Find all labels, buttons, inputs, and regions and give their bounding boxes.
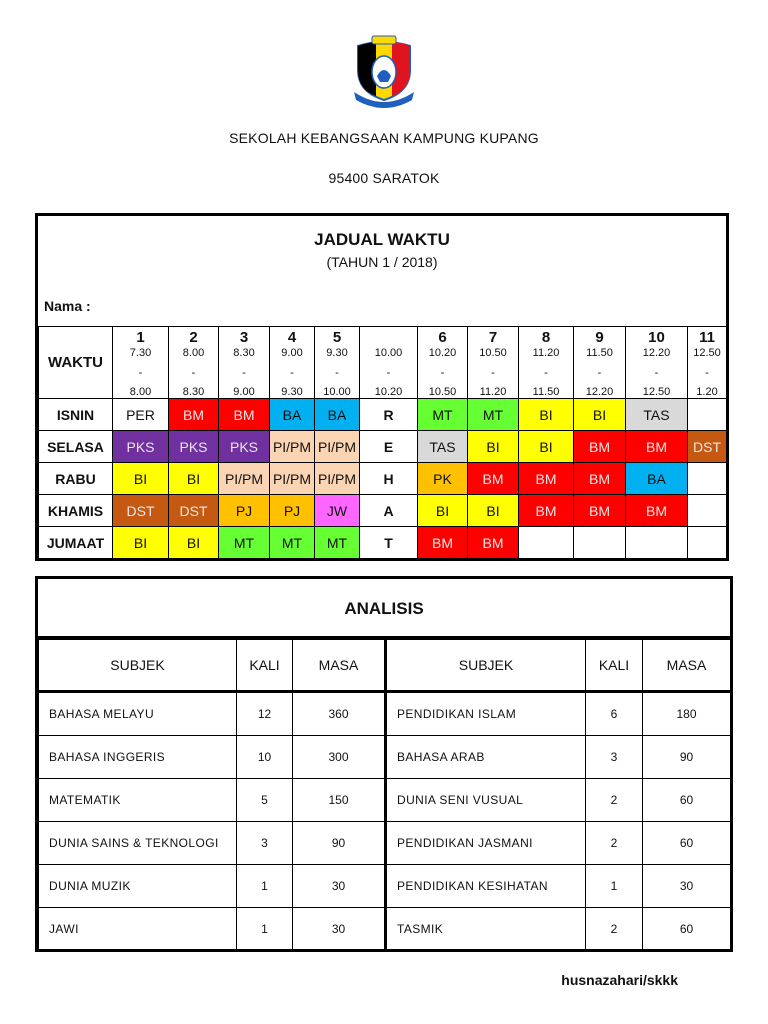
period-time-start: 10.00 [374,347,403,359]
lesson-cell: PI/PM [315,463,360,495]
period-time [574,347,626,399]
lesson-cell: MT [219,527,270,559]
day-row-isnin [39,399,727,431]
period-time-end: 10.20 [374,386,403,398]
period-time-sep: - [335,366,339,379]
lesson-cell: BM [519,463,574,495]
lesson-cell: TAS [626,399,688,431]
rehat-cell: T [360,527,418,559]
period-time-sep: - [440,366,445,379]
subjek-header: SUBJEK [386,640,586,692]
period-number: 1 [113,327,169,348]
lesson-cell: PI/PM [270,431,315,463]
period-time-start: 11.50 [586,347,613,359]
lesson-cell: BA [626,463,688,495]
period-time [360,347,418,399]
lesson-cell: BI [519,399,574,431]
period-number: 11 [688,327,727,348]
lesson-cell: PKS [113,431,169,463]
kali-value: 1 [237,908,293,951]
masa-value: 60 [643,822,731,865]
timetable-subtitle: (TAHUN 1 / 2018) [326,254,438,270]
subject-name: PENDIDIKAN JASMANI [386,822,586,865]
lesson-cell: BI [468,431,519,463]
lesson-cell: TAS [418,431,468,463]
day-row-khamis [39,495,727,527]
period-time-start: 12.50 [693,347,721,359]
subject-name: DUNIA SENI VUSUAL [386,779,586,822]
lesson-cell: DST [113,495,169,527]
lesson-cell: MT [270,527,315,559]
analysis-row [39,822,731,865]
timetable-title: JADUAL WAKTU [314,230,450,249]
lesson-cell: PI/PM [219,463,270,495]
period-time-end: 1.20 [696,386,718,398]
school-address: 95400 SARATOK [328,170,440,186]
period-time-start: 8.00 [182,347,205,359]
day-label: SELASA [39,431,113,463]
analysis-row [39,908,731,951]
lesson-cell: PKS [169,431,219,463]
period-time-start: 9.30 [326,347,348,359]
lesson-cell [574,527,626,559]
school-crest-icon [346,34,422,114]
kali-value: 2 [586,779,643,822]
period-time-start: 7.30 [129,347,152,359]
period-time-end: 12.20 [585,386,614,398]
lesson-cell: BA [270,399,315,431]
lesson-cell: BM [468,527,519,559]
period-time-start: 10.20 [428,347,457,359]
analysis-header-row [39,640,731,692]
period-time-sep: - [654,366,659,379]
day-row-jumaat [39,527,727,559]
masa-value: 30 [293,865,386,908]
lesson-cell: BA [315,399,360,431]
lesson-cell [688,399,727,431]
period-time-end: 8.00 [129,386,152,398]
nama-label: Nama : [44,298,91,314]
period-time-start: 10.50 [479,347,507,359]
analysis-panel [35,576,733,952]
lesson-cell: DST [688,431,727,463]
lesson-cell: PJ [219,495,270,527]
period-time [270,347,315,399]
period-time-end: 8.30 [182,386,205,398]
lesson-cell: BM [626,431,688,463]
period-time [219,347,270,399]
kali-header: KALI [237,640,293,692]
period-number: 4 [270,327,315,348]
lesson-cell: BI [113,463,169,495]
kali-value: 12 [237,692,293,736]
period-number: 3 [219,327,270,348]
lesson-cell [688,463,727,495]
lesson-cell: BI [169,527,219,559]
period-time-sep: - [597,366,602,379]
lesson-cell: PK [418,463,468,495]
lesson-cell: BM [574,463,626,495]
period-time [418,347,468,399]
day-row-selasa [39,431,727,463]
lesson-cell [519,527,574,559]
waktu-label: WAKTU [39,327,113,399]
day-label: ISNIN [39,399,113,431]
period-time-start: 12.20 [642,347,671,359]
period-number: 10 [626,327,688,348]
lesson-cell: PJ [270,495,315,527]
period-time-end: 12.50 [642,386,671,398]
masa-header: MASA [643,640,731,692]
period-time-sep: - [491,366,495,379]
kali-value: 5 [237,779,293,822]
kali-value: 10 [237,736,293,779]
lesson-cell: BM [169,399,219,431]
period-time-end: 11.50 [532,386,560,398]
subject-name: DUNIA MUZIK [39,865,237,908]
lesson-cell: BM [574,431,626,463]
subject-name: MATEMATIK [39,779,237,822]
subject-name: TASMIK [386,908,586,951]
period-time-sep: - [290,366,294,379]
timetable-panel [35,213,729,561]
masa-value: 300 [293,736,386,779]
period-time-sep: - [386,366,391,379]
lesson-cell: BI [113,527,169,559]
lesson-cell: BI [468,495,519,527]
subject-name: BAHASA MELAYU [39,692,237,736]
rehat-cell: R [360,399,418,431]
lesson-cell: JW [315,495,360,527]
analysis-row [39,736,731,779]
period-time-end: 9.00 [233,386,255,398]
period-time-end: 10.00 [323,386,351,398]
period-number-row [39,327,727,348]
lesson-cell: BI [418,495,468,527]
masa-value: 90 [643,736,731,779]
kali-value: 1 [237,865,293,908]
masa-value: 180 [643,692,731,736]
masa-value: 30 [643,865,731,908]
lesson-cell: BM [418,527,468,559]
period-time [315,347,360,399]
period-time-sep: - [191,366,196,379]
lesson-cell: BM [468,463,519,495]
subject-name: DUNIA SAINS & TEKNOLOGI [39,822,237,865]
lesson-cell: PI/PM [270,463,315,495]
lesson-cell: MT [468,399,519,431]
masa-value: 60 [643,908,731,951]
period-time-sep: - [705,366,709,379]
subject-name: PENDIDIKAN KESIHATAN [386,865,586,908]
lesson-cell [688,495,727,527]
lesson-cell: MT [315,527,360,559]
kali-value: 1 [586,865,643,908]
timetable-grid [38,326,727,559]
masa-value: 150 [293,779,386,822]
kali-header: KALI [586,640,643,692]
day-label: RABU [39,463,113,495]
masa-value: 30 [293,908,386,951]
period-time-sep: - [242,366,246,379]
masa-header: MASA [293,640,386,692]
subject-name: BAHASA INGGERIS [39,736,237,779]
lesson-cell: BM [626,495,688,527]
masa-value: 90 [293,822,386,865]
kali-value: 2 [586,822,643,865]
period-time-sep: - [544,366,548,379]
period-time-row [39,347,727,399]
period-number [360,327,418,348]
period-time-sep: - [138,366,143,379]
period-time-end: 10.50 [428,386,457,398]
footer-credit: husnazahari/skkk [561,972,678,988]
period-time-end: 9.30 [281,386,303,398]
day-row-rabu [39,463,727,495]
kali-value: 3 [586,736,643,779]
subject-name: PENDIDIKAN ISLAM [386,692,586,736]
analysis-title: ANALISIS [38,579,730,639]
lesson-cell: DST [169,495,219,527]
period-number: 7 [468,327,519,348]
day-label: KHAMIS [39,495,113,527]
lesson-cell: BM [519,495,574,527]
kali-value: 3 [237,822,293,865]
lesson-cell: PKS [219,431,270,463]
lesson-cell: BM [574,495,626,527]
period-time [688,347,727,399]
period-time-end: 11.20 [479,386,507,398]
lesson-cell: MT [418,399,468,431]
lesson-cell: BI [169,463,219,495]
lesson-cell: PER [113,399,169,431]
subjek-header: SUBJEK [39,640,237,692]
rehat-cell: A [360,495,418,527]
subject-name: BAHASA ARAB [386,736,586,779]
lesson-cell: BI [519,431,574,463]
period-number: 5 [315,327,360,348]
period-number: 9 [574,327,626,348]
lesson-cell [688,527,727,559]
day-label: JUMAAT [39,527,113,559]
period-time-start: 11.20 [532,347,560,359]
period-time [468,347,519,399]
rehat-cell: E [360,431,418,463]
period-number: 2 [169,327,219,348]
period-time [169,347,219,399]
analysis-row [39,865,731,908]
lesson-cell: BM [219,399,270,431]
masa-value: 360 [293,692,386,736]
period-number: 8 [519,327,574,348]
subject-name: JAWI [39,908,237,951]
period-time [113,347,169,399]
lesson-cell [626,527,688,559]
rehat-cell: H [360,463,418,495]
period-time-start: 9.00 [281,347,303,359]
period-number: 6 [418,327,468,348]
lesson-cell: PI/PM [315,431,360,463]
masa-value: 60 [643,779,731,822]
analysis-table [38,639,731,951]
period-time-start: 8.30 [233,347,255,359]
school-name: SEKOLAH KEBANGSAAN KAMPUNG KUPANG [229,130,539,146]
period-time [519,347,574,399]
period-time [626,347,688,399]
analysis-row [39,779,731,822]
kali-value: 2 [586,908,643,951]
kali-value: 6 [586,692,643,736]
lesson-cell: BI [574,399,626,431]
analysis-row [39,692,731,736]
